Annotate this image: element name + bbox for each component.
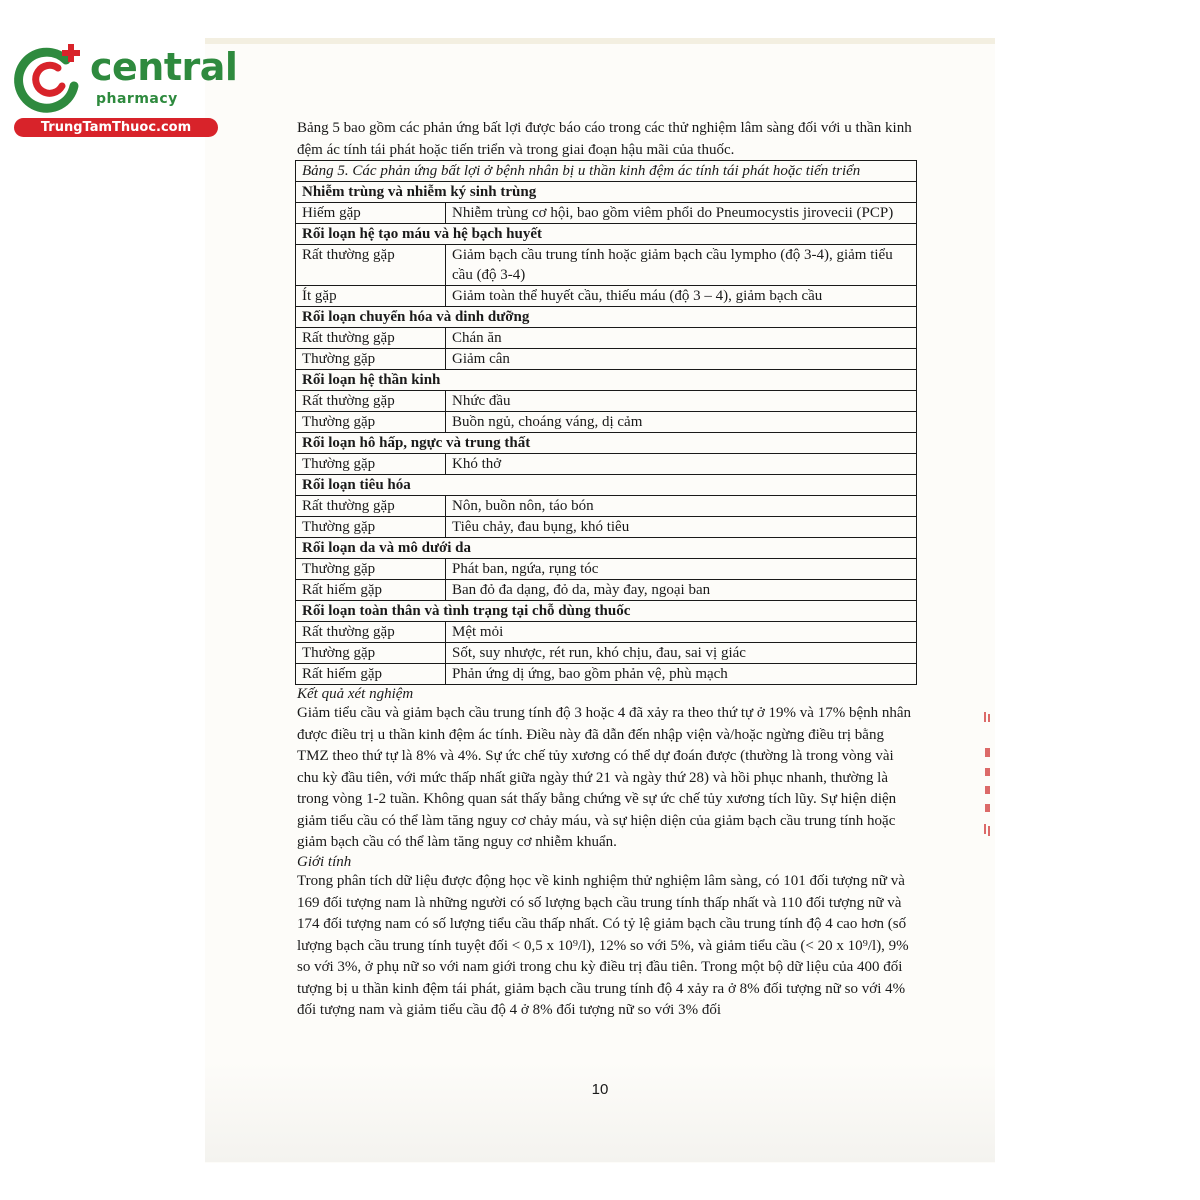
section-title: Rối loạn chuyển hóa và dinh dưỡng [296,307,917,328]
frequency-cell: Thường gặp [296,559,446,580]
lab-results-heading: Kết quả xét nghiệm [297,686,414,702]
red-stamp-mark [980,712,994,847]
reaction-cell: Giảm cân [446,349,917,370]
table-row [296,286,917,307]
frequency-cell: Rất thường gặp [296,391,446,412]
section-row [296,224,917,245]
section-row [296,538,917,559]
scan-edge [205,38,995,44]
table-row [296,454,917,475]
table-caption-row [296,161,917,182]
reaction-cell: Phản ứng dị ứng, bao gồm phản vệ, phù mạch [446,664,917,685]
table-row [296,622,917,643]
reaction-cell: Nhức đầu [446,391,917,412]
table-caption: Bảng 5. Các phản ứng bất lợi ở bệnh nhân bị u thần kinh đệm ác tính tái phát hoặc tiến triển [296,161,917,182]
page-number: 10 [591,1081,609,1098]
intro-paragraph: Bảng 5 bao gồm các phản ứng bất lợi được báo cáo trong các thử nghiệm lâm sàng đối với u thần kinh đệm ác tính tái phát hoặc tiến triển và trong giai đoạn hậu mãi của thuốc. [297,120,912,158]
scan-shadow [205,1062,995,1162]
frequency-cell: Ít gặp [296,286,446,307]
reaction-cell: Nôn, buồn nôn, táo bón [446,496,917,517]
reaction-cell: Khó thở [446,454,917,475]
table-row [296,349,917,370]
section-title: Rối loạn tiêu hóa [296,475,917,496]
section-title: Rối loạn da và mô dưới da [296,538,917,559]
reaction-cell: Phát ban, ngứa, rụng tóc [446,559,917,580]
frequency-cell: Thường gặp [296,349,446,370]
sex-heading: Giới tính [297,854,352,870]
table-row [296,580,917,601]
table-row [296,559,917,580]
table-row [296,245,917,286]
frequency-cell: Thường gặp [296,412,446,433]
frequency-cell: Rất thường gặp [296,622,446,643]
lab-results-paragraph: Giảm tiểu cầu và giảm bạch cầu trung tính độ 3 hoặc 4 đã xảy ra theo thứ tự ở 19% và 17% bệnh nhân được điều trị u thần kinh đệm ác tính. Điều này đã dẫn đến nhập viện và/hoặc ngừng điều trị bằng TMZ theo thứ tự là 8% và 4%. Sự ức chế tủy xương có thể dự đoán được (thường là trong vòng vài chu kỳ đầu tiên, với mức thấp nhất giữa ngày thứ 21 và ngày thứ 28) và hồi phục nhanh, thường là trong vòng 1-2 tuần. Không quan sát thấy bằng chứng về sự ức chế tủy xương tích lũy. Sự hiện diện giảm tiểu cầu có thể làm tăng nguy cơ chảy máu, và sự hiện diện của giảm bạch cầu trung tính hoặc giảm bạch cầu có thể làm tăng nguy cơ nhiễm khuẩn. [297,705,912,850]
logo-subtitle: pharmacy [96,91,178,107]
section-row [296,433,917,454]
section-title: Rối loạn hệ tạo máu và hệ bạch huyết [296,224,917,245]
frequency-cell: Thường gặp [296,643,446,664]
frequency-cell: Rất hiếm gặp [296,664,446,685]
table-row [296,203,917,224]
table-row [296,496,917,517]
reaction-cell: Sốt, suy nhược, rét run, khó chịu, đau, sai vị giác [446,643,917,664]
reaction-cell: Ban đỏ đa dạng, đỏ da, mày đay, ngoại ban [446,580,917,601]
section-row [296,182,917,203]
section-title: Rối loạn toàn thân và tình trạng tại chỗ dùng thuốc [296,601,917,622]
section-title: Rối loạn hệ thần kinh [296,370,917,391]
brand-logo[interactable] [8,36,238,136]
frequency-cell: Rất thường gặp [296,496,446,517]
section-row [296,307,917,328]
table-row [296,328,917,349]
adverse-reactions-table [295,160,917,685]
table-row [296,391,917,412]
pharmacy-cross-logo-icon [12,40,90,118]
table-row [296,517,917,538]
section-row [296,370,917,391]
reaction-cell: Mệt mỏi [446,622,917,643]
frequency-cell: Thường gặp [296,517,446,538]
table-row [296,412,917,433]
reaction-cell: Nhiễm trùng cơ hội, bao gồm viêm phổi do Pneumocystis jirovecii (PCP) [446,203,917,224]
logo-name: central [90,45,238,89]
section-title: Nhiễm trùng và nhiễm ký sinh trùng [296,182,917,203]
table-row [296,643,917,664]
section-row [296,475,917,496]
reaction-cell: Giảm bạch cầu trung tính hoặc giảm bạch cầu lympho (độ 3-4), giảm tiểu cầu (độ 3-4) [446,245,917,286]
sex-paragraph: Trong phân tích dữ liệu được động học về kinh nghiệm thử nghiệm lâm sàng, có 101 đối tượng nữ và 169 đối tượng nam là những người có số lượng bạch cầu trung tính thấp nhất và 110 đối tượng nữ và 174 đối tượng nam có số lượng tiểu cầu thấp nhất. Có tỷ lệ giảm bạch cầu trung tính độ 4 cao hơn (số lượng bạch cầu trung tính tuyệt đối < 0,5 x 10⁹/l), 12% so với 5%, và giảm tiểu cầu (< 20 x 10⁹/l), 9% so với 3%, ở phụ nữ so với nam giới trong chu kỳ điều trị đầu tiên. Trong một bộ dữ liệu của 400 đối tượng bị u thần kinh đệm tái phát, giảm bạch cầu trung tính độ 4 xảy ra ở 8% đối tượng nữ so với 4% đối tượng nam và giảm tiểu cầu độ 4 ở 8% đối tượng nữ so với 3% đối [297,873,909,1018]
frequency-cell: Thường gặp [296,454,446,475]
section-row [296,601,917,622]
logo-site-url[interactable]: TrungTamThuoc.com [14,118,218,137]
reaction-cell: Tiêu chảy, đau bụng, khó tiêu [446,517,917,538]
table-row [296,664,917,685]
reaction-cell: Chán ăn [446,328,917,349]
reaction-cell: Giảm toàn thể huyết cầu, thiếu máu (độ 3 – 4), giảm bạch cầu [446,286,917,307]
frequency-cell: Rất thường gặp [296,245,446,286]
frequency-cell: Rất hiếm gặp [296,580,446,601]
reaction-cell: Buồn ngủ, choáng váng, dị cảm [446,412,917,433]
frequency-cell: Hiếm gặp [296,203,446,224]
section-title: Rối loạn hô hấp, ngực và trung thất [296,433,917,454]
frequency-cell: Rất thường gặp [296,328,446,349]
